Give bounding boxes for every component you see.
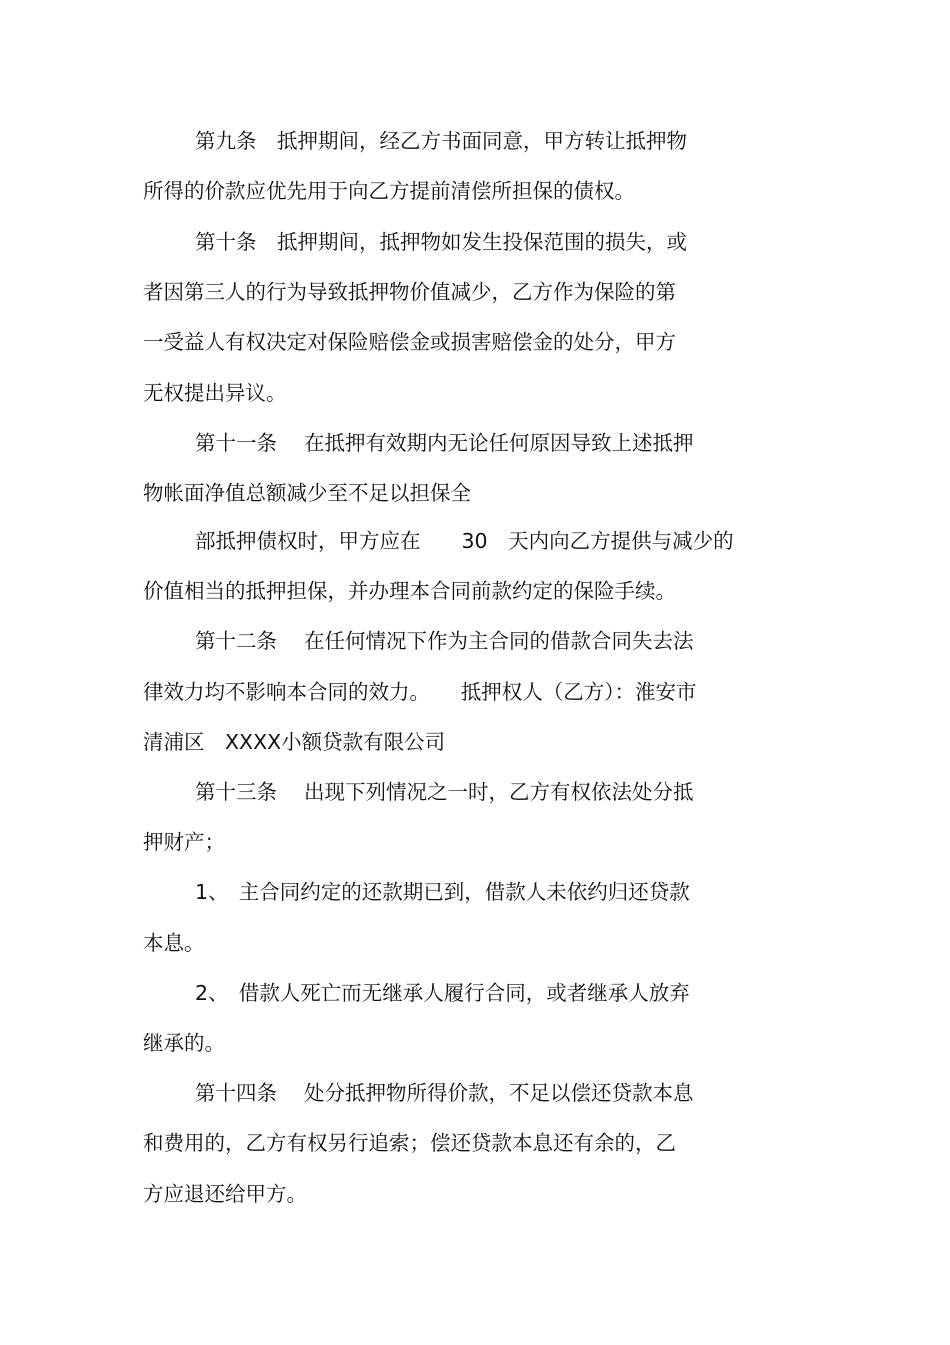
text-line: 物帐面净值总额减少至不足以担保全: [143, 481, 471, 505]
text-line: 本息。: [143, 931, 205, 955]
text-line: 无权提出异议。: [143, 381, 287, 405]
text-line: 价值相当的抵押担保，并办理本合同前款约定的保险手续。: [143, 579, 676, 603]
text-line: 者因第三人的行为导致抵押物价值减少，乙方作为保险的第: [143, 280, 676, 304]
text-line: 律效力均不影响本合同的效力。 抵押权人（乙方）：淮安市: [143, 680, 697, 704]
text-line: 2、 借款人死亡而无继承人履行合同，或者继承人放弃: [195, 981, 690, 1005]
text-line: 所得的价款应优先用于向乙方提前清偿所担保的债权。: [143, 179, 635, 203]
text-line: 方应退还给甲方。: [143, 1182, 307, 1206]
text-line: 1、 主合同约定的还款期已到，借款人未依约归还贷款: [195, 880, 690, 904]
text-line: 和费用的，乙方有权另行追索；偿还贷款本息还有余的，乙: [143, 1131, 676, 1155]
text-line: 第十二条 在任何情况下作为主合同的借款合同失去法: [195, 629, 694, 653]
text-line: 第十三条 出现下列情况之一时，乙方有权依法处分抵: [195, 780, 694, 804]
text-line: 继承的。: [143, 1031, 225, 1055]
text-line: 第十条 抵押期间，抵押物如发生投保范围的损失，或: [195, 230, 687, 254]
text-line: 押财产；: [143, 830, 225, 854]
text-line: 第十一条 在抵押有效期内无论任何原因导致上述抵押: [195, 431, 694, 455]
text-line: 部抵押债权时，甲方应在 30 天内向乙方提供与减少的: [195, 529, 734, 553]
text-line: 第九条 抵押期间，经乙方书面同意，甲方转让抵押物: [195, 129, 687, 153]
text-line: 清浦区 XXXX小额贷款有限公司: [143, 730, 446, 754]
text-line: 一受益人有权决定对保险赔偿金或损害赔偿金的处分，甲方: [143, 330, 676, 354]
text-line: 第十四条 处分抵押物所得价款，不足以偿还贷款本息: [195, 1081, 694, 1105]
